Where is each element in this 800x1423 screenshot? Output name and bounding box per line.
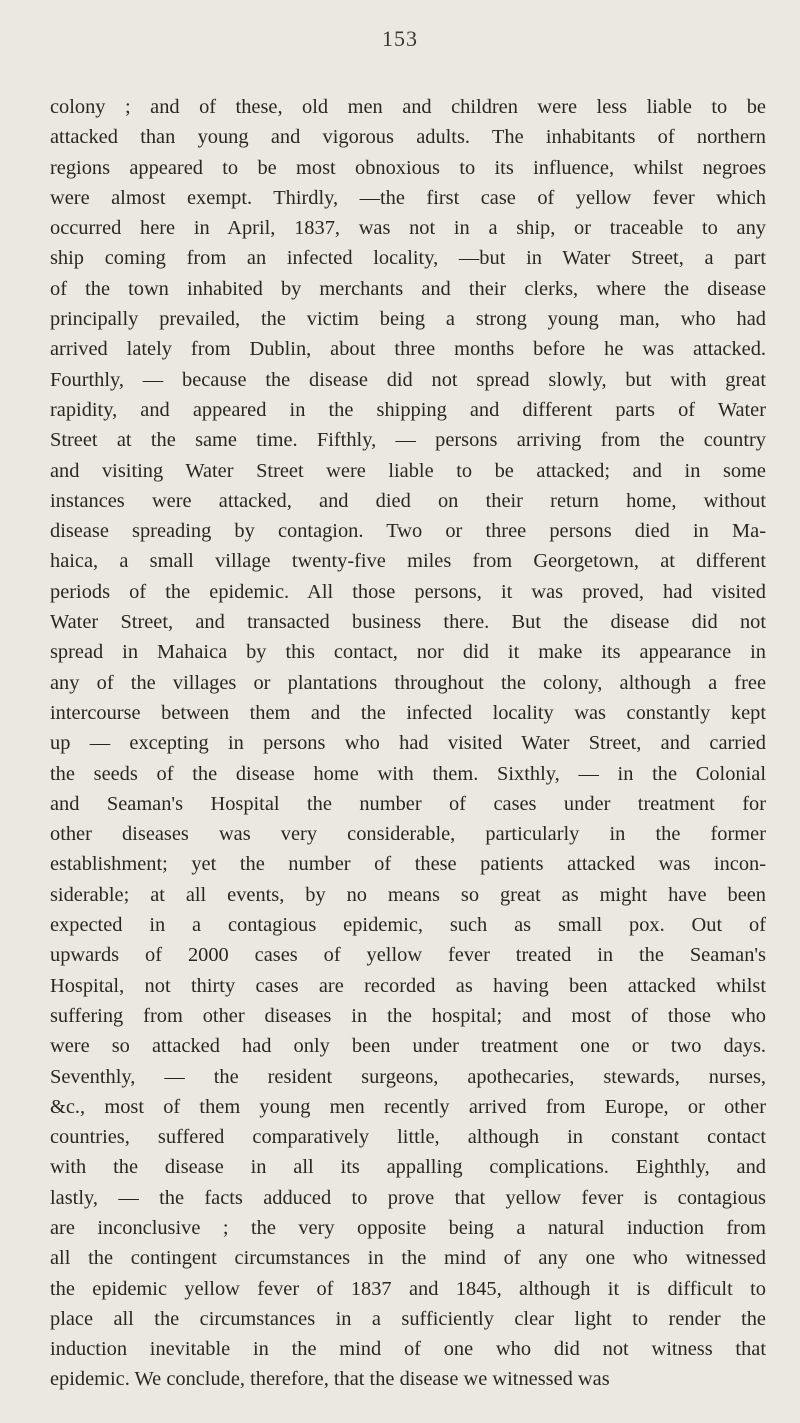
text-line: occurred here in April, 1837, was not in a ship, or traceable to any xyxy=(50,217,766,240)
text-line: up — excepting in persons who had visited Water Street, and carried xyxy=(50,732,766,755)
text-line: place all the circumstances in a sufficiently clear light to render the xyxy=(50,1307,766,1330)
text-line: Street at the same time. Fifthly, — persons arriving from the country xyxy=(50,429,766,452)
text-line: intercourse between them and the infected locality was constantly kept xyxy=(50,701,766,724)
text-line: countries, suffered comparatively little, although in constant contact xyxy=(50,1126,766,1149)
text-line: haica, a small village twenty-five miles from Georgetown, at different xyxy=(50,550,766,573)
text-line: and visiting Water Street were liable to be attacked; and in some xyxy=(50,459,766,482)
text-line: colony ; and of these, old men and children were less liable to be xyxy=(50,96,766,118)
text-line: lastly, — the facts adduced to prove that yellow fever is contagious xyxy=(50,1186,766,1209)
text-line: expected in a contagious epidemic, such as small pox. Out of xyxy=(50,914,766,937)
text-line: of the town inhabited by merchants and their clerks, where the disease xyxy=(50,277,766,300)
text-line: principally prevailed, the victim being a strong young man, who had xyxy=(50,308,766,331)
text-line: epidemic. We conclude, therefore, that the disease we witnessed was xyxy=(50,1368,610,1391)
text-line: Water Street, and transacted business there. But the disease did not xyxy=(50,611,766,634)
text-line: disease spreading by contagion. Two or three persons died in Ma- xyxy=(50,520,766,543)
text-line: regions appeared to be most obnoxious to its influence, whilst negroes xyxy=(50,156,766,179)
text-line: were almost exempt. Thirdly, —the first case of yellow fever which xyxy=(50,186,766,209)
text-line: were so attacked had only been under treatment one or two days. xyxy=(50,1035,766,1058)
text-line: attacked than young and vigorous adults. The inhabitants of northern xyxy=(50,126,766,149)
text-line: arrived lately from Dublin, about three months before he was attacked. xyxy=(50,338,766,361)
text-line: &c., most of them young men recently arrived from Europe, or other xyxy=(50,1095,766,1118)
text-line: periods of the epidemic. All those persons, it was proved, had visited xyxy=(50,580,766,603)
text-line: with the disease in all its appalling complications. Eighthly, and xyxy=(50,1156,766,1179)
text-line: rapidity, and appeared in the shipping and different parts of Water xyxy=(50,398,766,421)
text-line: other diseases was very considerable, particularly in the former xyxy=(50,823,766,846)
text-line: Hospital, not thirty cases are recorded as having been attacked whilst xyxy=(50,974,766,997)
text-line: the epidemic yellow fever of 1837 and 1845, although it is difficult to xyxy=(50,1277,766,1300)
text-line: all the contingent circumstances in the mind of any one who witnessed xyxy=(50,1247,766,1270)
text-line: spread in Mahaica by this contact, nor did it make its appearance in xyxy=(50,641,766,664)
text-line: any of the villages or plantations throughout the colony, although a free xyxy=(50,671,766,694)
text-line: Seventhly, — the resident surgeons, apothecaries, stewards, nurses, xyxy=(50,1065,766,1088)
text-line: the seeds of the disease home with them. Sixthly, — in the Colonial xyxy=(50,762,766,785)
page-number: 153 xyxy=(382,26,418,51)
text-line: instances were attacked, and died on their return home, without xyxy=(50,489,766,512)
text-line: induction inevitable in the mind of one who did not witness that xyxy=(50,1338,766,1361)
body-text xyxy=(50,92,766,1395)
text-line: and Seaman's Hospital the number of cases under treatment for xyxy=(50,792,766,815)
text-line: siderable; at all events, by no means so great as might have been xyxy=(50,883,766,906)
text-line: upwards of 2000 cases of yellow fever treated in the Seaman's xyxy=(50,944,766,967)
text-line: establishment; yet the number of these patients attacked was incon- xyxy=(50,853,766,876)
text-line: Fourthly, — because the disease did not spread slowly, but with great xyxy=(50,368,766,391)
text-line: are inconclusive ; the very opposite being a natural induction from xyxy=(50,1216,766,1239)
text-line: suffering from other diseases in the hospital; and most of those who xyxy=(50,1004,766,1027)
text-line: ship coming from an infected locality, —but in Water Street, a part xyxy=(50,247,766,270)
